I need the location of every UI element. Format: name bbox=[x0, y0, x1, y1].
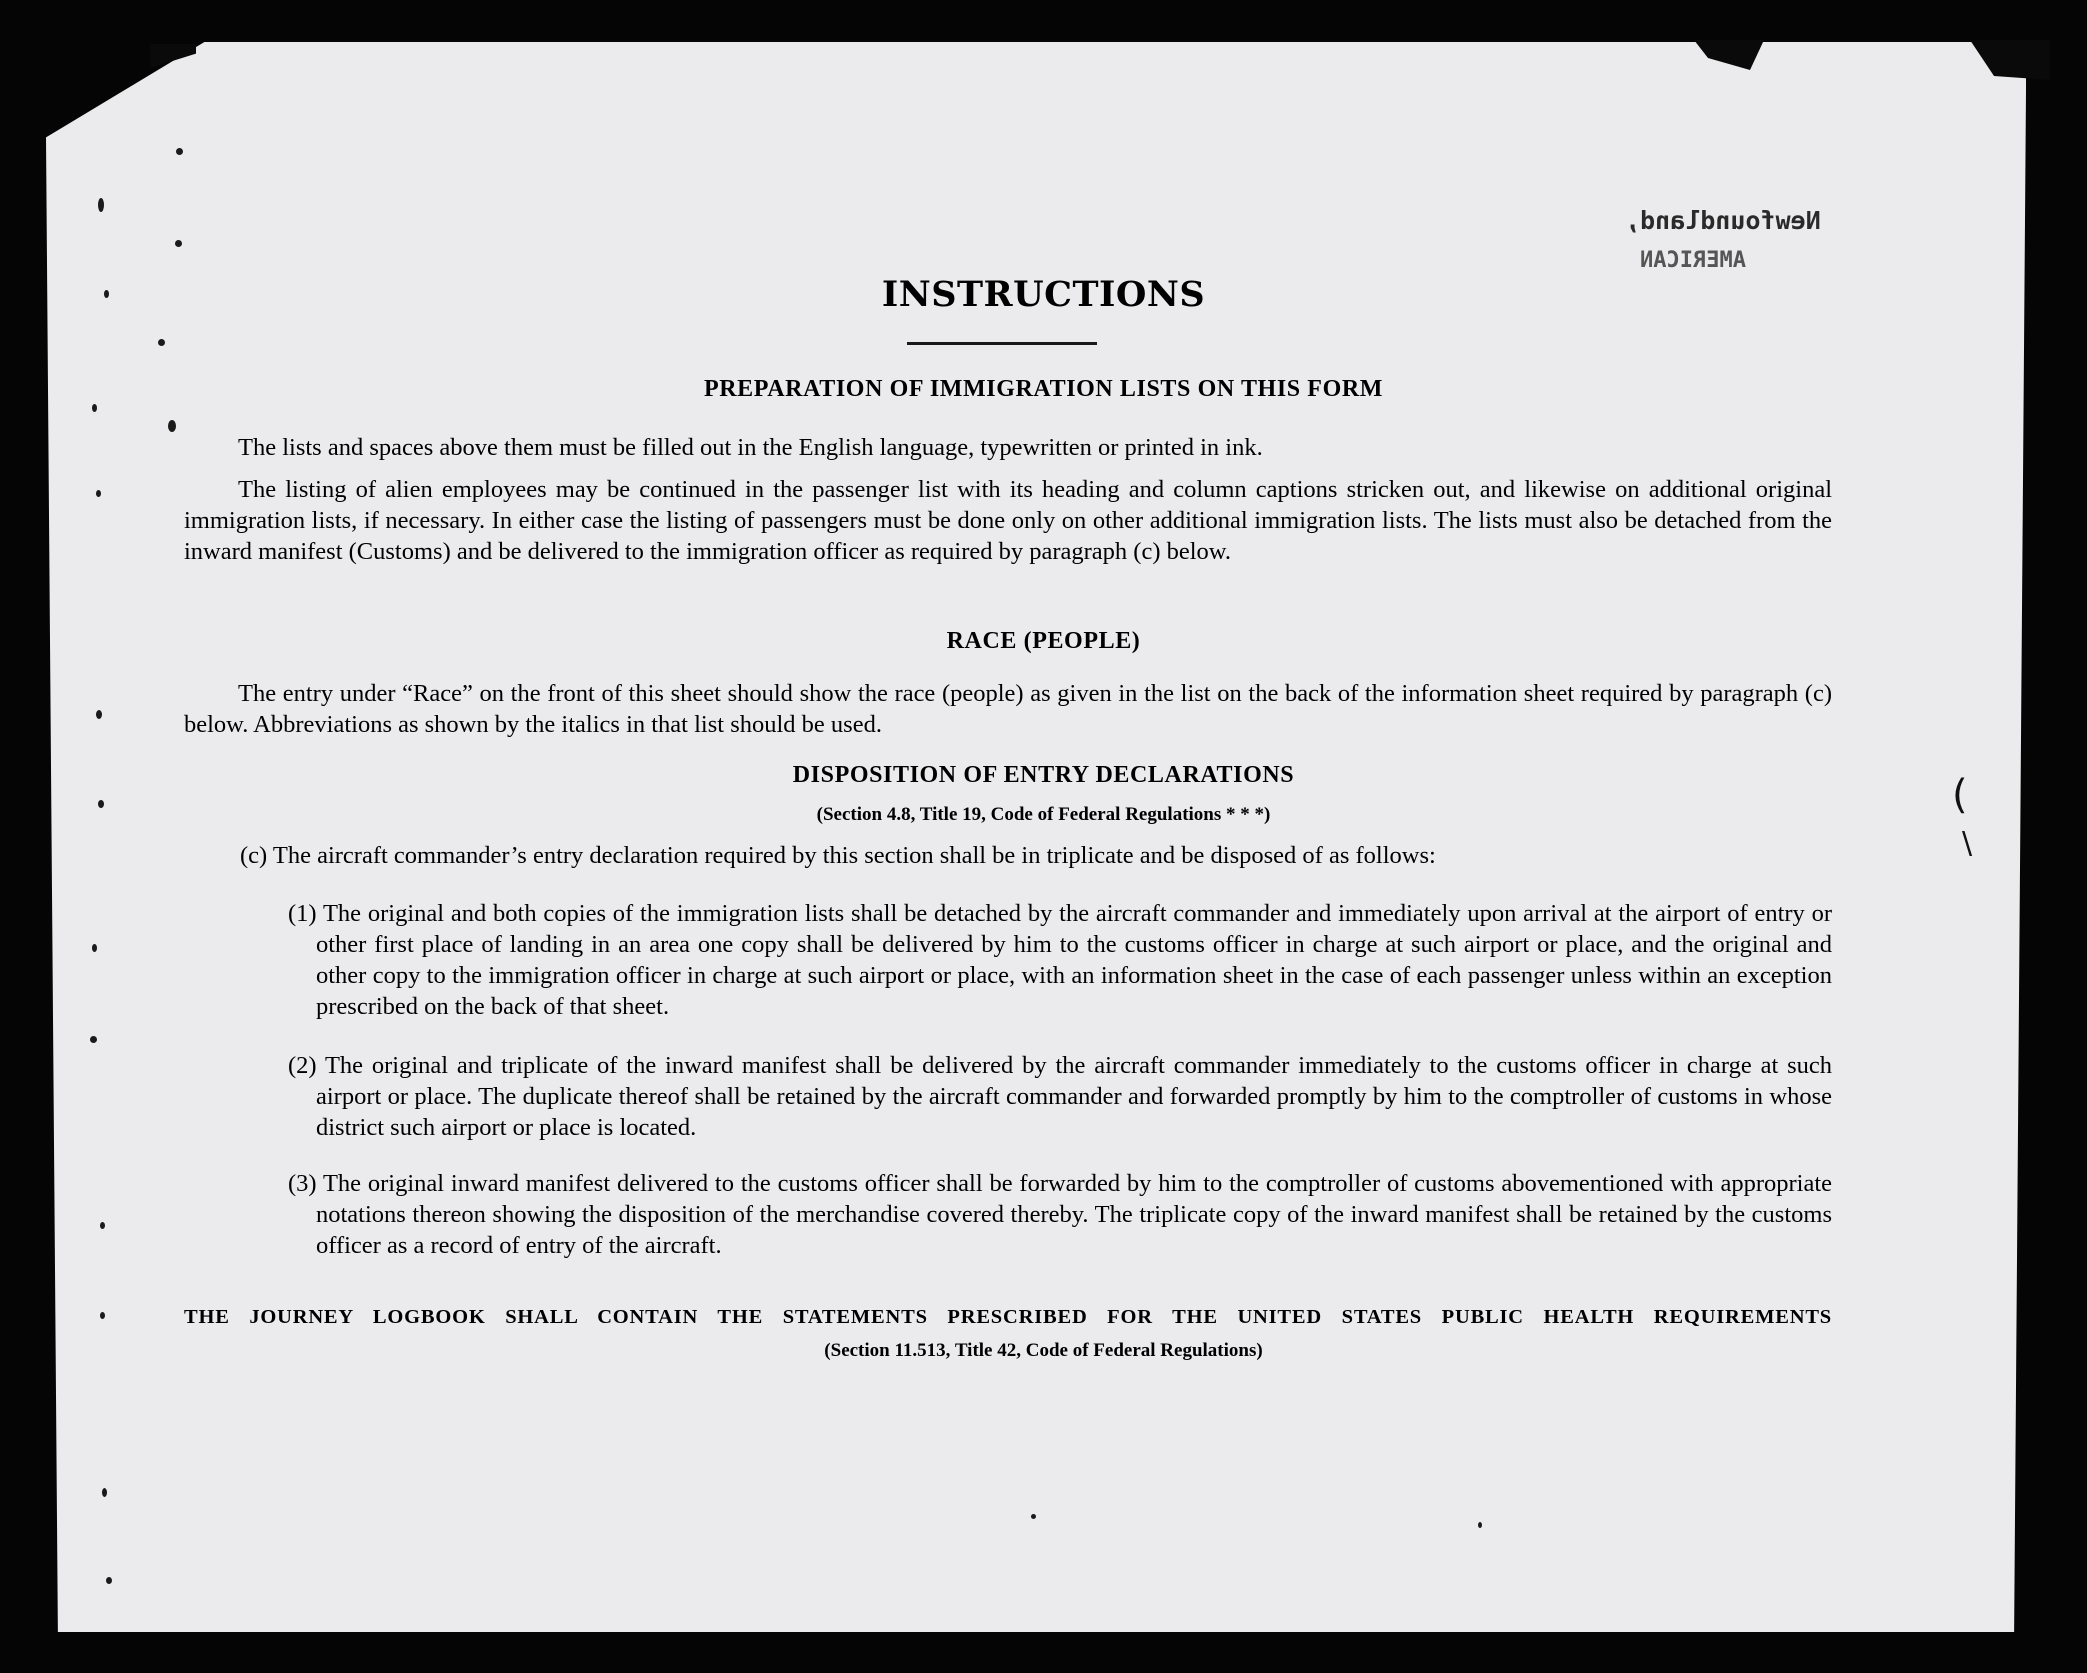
margin-speck bbox=[92, 944, 97, 952]
margin-speck bbox=[100, 1312, 105, 1319]
footer-citation: (Section 11.513, Title 42, Code of Federal Regulations) bbox=[824, 1340, 1263, 1361]
list-item-number: (3) bbox=[288, 1170, 317, 1197]
section-subheading-disposition: (Section 4.8, Title 19, Code of Federal Regulations * * *) bbox=[816, 804, 1271, 825]
stamp-text: AMERICAN bbox=[1640, 248, 1746, 273]
margin-speck bbox=[92, 404, 97, 412]
margin-mark: ( bbox=[1952, 772, 1968, 818]
section-heading-preparation: PREPARATION OF IMMIGRATION LISTS ON THIS FORM bbox=[703, 376, 1384, 402]
paragraph-preparation-2: The listing of alien employees may be continued in the passenger list with its heading and column captions stricken out, and likewise on additional original immigration lists, if necessary. In either case the listing of passengers must be done only on other additional immigration lists. The lists must also be detached from the inward manifest (Customs) and be delivered to the immigration officer as required by paragraph (c) below. bbox=[184, 476, 1832, 565]
margin-mark: \ bbox=[1962, 826, 1973, 861]
list-item-number: (1) bbox=[288, 900, 317, 927]
margin-speck bbox=[175, 240, 182, 247]
margin-speck bbox=[98, 198, 104, 212]
list-item-text: The original and both copies of the immigration lists shall be detached by the aircraft commander and immediately upon arrival at the airport of entry or other first place of landing in an area one copy shall be delivered by him to the customs officer in charge at such airport or place, and the original and other copy to the immigration officer in charge at such airport or place, with an information sheet in the case of each passenger unless within an exception prescribed on the back of that sheet. bbox=[316, 900, 1832, 1020]
mirrored-stamp-line2 bbox=[1640, 248, 1746, 273]
stamp-text: Newfoundland bbox=[1640, 206, 1821, 235]
list-item bbox=[288, 1050, 1832, 1143]
margin-speck bbox=[102, 1488, 107, 1497]
margin-speck bbox=[96, 490, 101, 497]
margin-speck bbox=[106, 1577, 112, 1584]
list-item bbox=[288, 1168, 1832, 1261]
paragraph-disposition-intro: (c) The aircraft commander’s entry declaration required by this section shall be in triplicate and be disposed of as follows: bbox=[240, 842, 1436, 869]
margin-speck bbox=[1031, 1514, 1036, 1519]
margin-speck bbox=[90, 1036, 97, 1043]
footer-requirement: THE JOURNEY LOGBOOK SHALL CONTAIN THE STATEMENTS PRESCRIBED FOR THE UNITED STATES PUBLIC HEALTH REQUIREMENTS bbox=[184, 1306, 1832, 1328]
list-item-text: The original inward manifest delivered to the customs officer shall be forwarded by him to the comptroller of customs abovementioned with appropriate notations thereon showing the disposition of the merchandise covered thereby. The triplicate copy of the inward manifest shall be retained by the customs officer as a record of entry of the aircraft. bbox=[316, 1170, 1833, 1259]
list-item bbox=[288, 898, 1832, 1022]
margin-speck bbox=[96, 710, 102, 719]
section-heading-race: RACE (PEOPLE) bbox=[946, 628, 1141, 654]
margin-speck bbox=[158, 339, 165, 346]
section-heading-disposition: DISPOSITION OF ENTRY DECLARATIONS bbox=[792, 762, 1295, 788]
margin-speck bbox=[1478, 1522, 1482, 1528]
paragraph-race: The entry under “Race” on the front of this sheet should show the race (people) as given in the list on the back of the information sheet required by paragraph (c) below. Abbreviations as shown by the italics in that list should be used. bbox=[184, 680, 1832, 738]
margin-speck bbox=[100, 1222, 105, 1229]
paragraph-preparation-1: The lists and spaces above them must be filled out in the English language, typewritten or printed in ink. bbox=[238, 434, 1263, 461]
margin-speck bbox=[176, 148, 183, 155]
mirrored-stamp-line1: Newfoundland, bbox=[1625, 206, 1821, 235]
list-item-number: (2) bbox=[288, 1052, 317, 1079]
title-underline bbox=[907, 342, 1097, 345]
page-title: INSTRUCTIONS bbox=[881, 274, 1206, 315]
list-item-text: The original and triplicate of the inward manifest shall be delivered by the aircraft commander immediately to the customs officer in charge at such airport or place. The duplicate thereof shall be retained by the aircraft commander and forwarded promptly by him to the comptroller of customs in whose district such airport or place is located. bbox=[316, 1052, 1832, 1141]
margin-speck bbox=[168, 420, 176, 432]
